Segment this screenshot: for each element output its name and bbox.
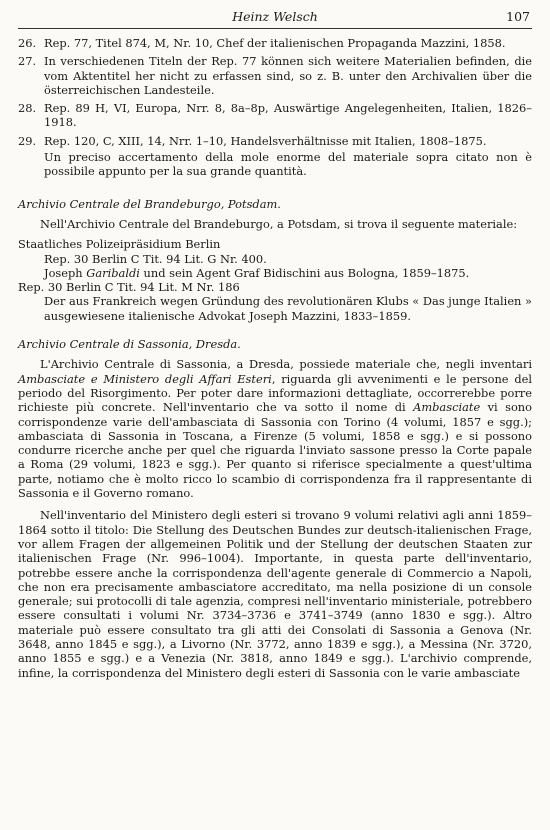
list-item: 29. Rep. 120, C, XIII, 14, Nrr. 1–10, Handelsverhältnisse mit Italien, 1808–1875. <box>18 133 487 148</box>
section-heading-saxony: Archivio Centrale di Sassonia, Dresda. <box>18 337 241 352</box>
list-item: 28. Rep. 89 H, VI, Europa, Nrr. 8, 8a–8p, Auswärtige Angelegenheiten, Italien, 1826–1918. <box>18 101 532 130</box>
page-body <box>18 36 532 680</box>
list-item: 27. In verschiedenen Titeln der Rep. 77 können sich weitere Materialien befinden, die vom Aktentitel her nicht zu erfassen sind, so z. B. unter den Archivalien über die österreichischen Landesteile. <box>18 54 532 97</box>
section-heading-brandenburg: Archivio Centrale del Brandeburgo, Potsdam. <box>18 196 281 211</box>
list-item: 26. Rep. 77, Titel 874, M, Nr. 10, Chef der italienischen Propaganda Mazzini, 1858. <box>18 36 506 50</box>
entry-text: Joseph Garibaldi und sein Agent Graf Bidischini aus Bologna, 1859–1875. <box>44 265 470 280</box>
archive-label: Staatliches Polizeipräsidium Berlin <box>18 237 221 252</box>
entry-ref: Rep. 30 Berlin C Tit. 94 Lit. G Nr. 400. <box>44 251 267 266</box>
entry-text: Der aus Frankreich wegen Gründung des revolutionären Klubs « Das junge Italien » ausgewiesene italienische Advokat Joseph Mazzini, 1833–1859. <box>44 294 532 323</box>
paragraph: L'Archivio Centrale di Sassonia, a Dresda, possiede materiale che, negli inventari Ambasciate e Ministero degli Affari Esteri, riguarda gli avvenimenti e le persone del periodo del Risorgimento. Per poter dare informazioni dettagliate, occorrerebbe porre richieste più concrete. Nell'inventario che va sotto il nome di Ambasciate vi sono corrispondenze varie dell'ambasciata di Sassonia con Torino (4 volumi, 1857 e sgg.); ambasciata di Sassonia in Toscana, a Firenze (5 volumi, 1858 e sgg.) e si possono condurre ricerche anche per quel che riguarda l'inviato sassone presso la Corte papale a Roma (29 volumi, 1823 e sgg.). Per quanto si riferisce specialmente a quest'ultima parte, notiamo che è molto ricco lo scambio di corrispondenza fra il rappresentante di Sassonia e il Governo romano. <box>18 357 533 501</box>
section-intro: Nell'Archivio Centrale del Brandeburgo, a Potsdam, si trova il seguente materiale: <box>40 216 518 231</box>
page-number: 107 <box>506 9 530 24</box>
italian-note: Un preciso accertamento della mole enorme del materiale sopra citato non è possibile appunto per la sua grande quantità. <box>44 150 532 179</box>
paragraph: Nell'inventario del Ministero degli esteri si trovano 9 volumi relativi agli anni 1859–1864 sotto il titolo: Die Stellung des Deutschen Bundes zur deutsch-italienischen Frage, vor allem Fragen der allgemeinen Politik und der Stellung der deutschen Staaten zur italienischen Frage (Nr. 996–1004). Importante, in questa parte dell'inventario, potrebbe essere anche la corrispondenza dell'agente generale di Commercio a Napoli, che non era precisamente ambasciatore accreditato, ma nella posizione di un console generale; sui protocolli di tale agenzia, compresi nell'inventario ministeriale, potrebbero essere consultati i volumi Nr. 3734–3736 e 3741–3749 (anno 1830 e sgg.). Altro materiale può essere consultato tra gli atti dei Consolati di Sassonia a Genova (Nr. 3648, anno 1845 e sgg.), a Livorno (Nr. 3772, anno 1839 e sgg.), a Messina (Nr. 3720, anno 1855 e sgg.) e a Venezia (Nr. 3818, anno 1849 e sgg.). L'archivio comprende, infine, la corrispondenza del Ministero degli esteri di Sassonia con le varie ambasciate <box>18 508 532 680</box>
header-title: Heinz Welsch <box>232 9 318 24</box>
running-header <box>18 6 532 29</box>
entry-ref: Rep. 30 Berlin C Tit. 94 Lit. M Nr. 186 <box>18 280 240 295</box>
